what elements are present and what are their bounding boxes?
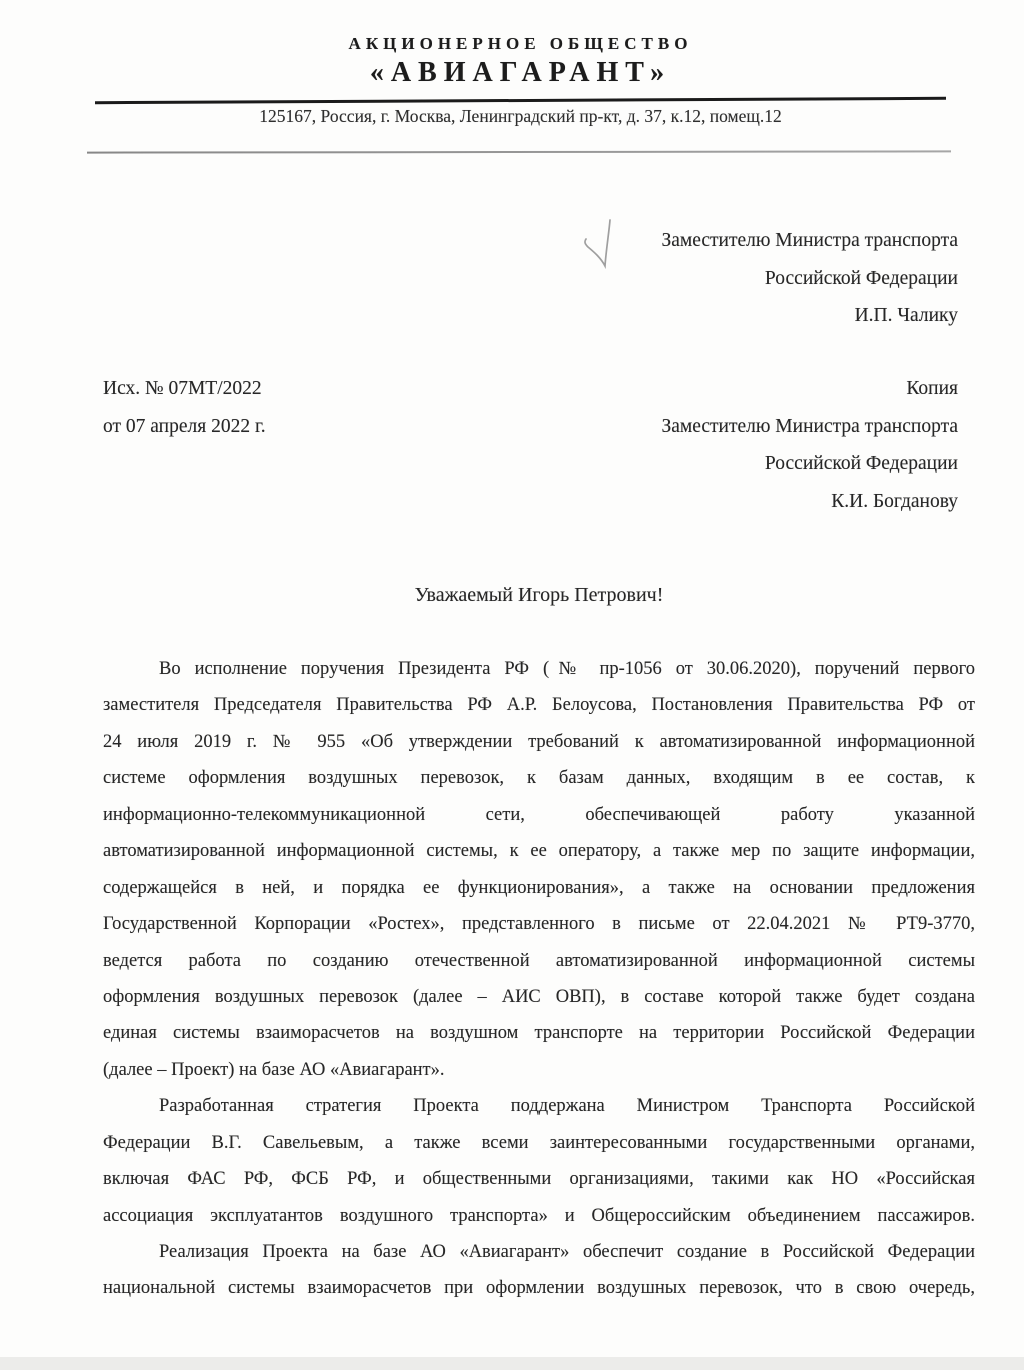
- checkmark-icon: [582, 218, 620, 279]
- body-line: системе оформления воздушных перевозок, к базам данных, входящим в ее состав, к: [103, 768, 975, 789]
- body-line: ведется работа по созданию отечественной автоматизированной информационной системы: [103, 950, 975, 971]
- body-line: Во исполнение поручения Президента РФ (№ пр-1056 от 30.06.2020), поручений первого: [159, 659, 975, 679]
- letterhead-rule: [95, 97, 946, 104]
- body-line: содержащейся в ней, и порядка ее функционирования», а также на основании предложения: [103, 877, 975, 898]
- salutation: Уважаемый Игорь Петрович!: [414, 584, 664, 606]
- copy-recipient-line: К.И. Богданову: [831, 490, 958, 512]
- body-line: 24 июля 2019 г. № 955 «Об утверждении требований к автоматизированной информационной: [103, 731, 975, 752]
- recipient-line: И.П. Чалику: [854, 305, 958, 326]
- body-line: Разработанная стратегия Проекта поддержана Министром Транспорта Российской: [159, 1096, 975, 1117]
- copy-recipient-line: Российской Федерации: [764, 453, 958, 474]
- org-type-heading: АКЦИОНЕРНОЕ ОБЩЕСТВО: [348, 34, 693, 53]
- org-name-heading: «АВИАГАРАНТ»: [369, 57, 672, 88]
- copy-recipient-block: [661, 370, 958, 520]
- body-line: Реализация Проекта на базе АО «Авиагарант» обеспечит создание в Российской Федерации: [159, 1242, 975, 1262]
- recipient-block: [661, 222, 958, 335]
- body-line: единая системы взаиморасчетов на воздушном транспорте на территории Российской Федерации: [103, 1023, 975, 1044]
- body-line: национальной системы взаиморасчетов при оформлении воздушных перевозок, что в свою очередь,: [103, 1278, 975, 1299]
- letter-body: [103, 651, 975, 1307]
- body-line: информационно-телекоммуникационной сети, обеспечивающей работу указанной: [103, 804, 975, 825]
- body-line: Государственной Корпорации «Ростех», представленного в письме от 22.04.2021 № РТ9-3770,: [103, 914, 975, 935]
- body-line: (далее – Проект) на базе АО «Авиагарант».: [103, 1059, 445, 1080]
- body-line: Федерации В.Г. Савельевым, а также всеми заинтересованными государственными органами,: [103, 1132, 975, 1153]
- body-line: ассоциация эксплуатантов воздушного транспорта» и Общероссийским объединением пассажиров.: [103, 1205, 975, 1226]
- reference-block: [103, 370, 266, 446]
- recipient-line: Российской Федерации: [764, 267, 958, 289]
- copy-label: Копия: [906, 378, 958, 399]
- divider-rule: [87, 150, 951, 153]
- body-line: включая ФАС РФ, ФСБ РФ, и общественными организациями, такими как НО «Российская: [103, 1169, 975, 1190]
- body-line: оформления воздушных перевозок (далее – АИС ОВП), в составе которой также будет создана: [103, 986, 975, 1007]
- body-line: заместителя Председателя Правительства РФ А.Р. Белоусова, Постановления Правительства РФ от: [103, 695, 975, 716]
- scan-edge: [0, 1357, 1024, 1370]
- letterhead: [95, 34, 946, 89]
- org-address: 125167, Россия, г. Москва, Ленинградский пр-кт, д. 37, к.12, помещ.12: [259, 106, 782, 126]
- outgoing-number: Исх. № 07МТ/2022: [103, 378, 262, 399]
- outgoing-date: от 07 апреля 2022 г.: [103, 416, 266, 437]
- body-line: автоматизированной информационной системы, к ее оператору, а также мер по защите информации,: [103, 841, 975, 862]
- recipient-line: Заместителю Министра транспорта: [661, 230, 958, 251]
- copy-recipient-line: Заместителю Министра транспорта: [661, 415, 958, 437]
